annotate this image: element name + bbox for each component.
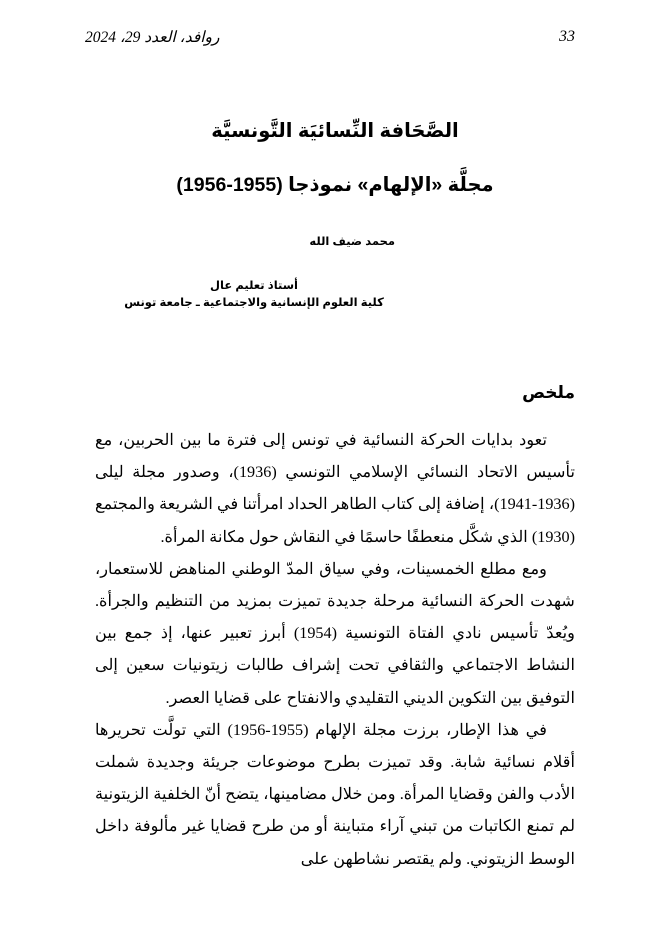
author-institution: كلية العلوم الإنسانية والاجتماعية ـ جامعة تونس (124, 296, 384, 309)
abstract-heading: ملخص (522, 383, 575, 402)
author-name: محمد ضيف الله (309, 236, 395, 248)
abstract-paragraph: تعود بدايات الحركة النسائية في تونس إلى فترة ما بين الحربين، مع تأسيس الاتحاد النسائي الإسلامي التونسي (1936)، وصدور مجلة ليلى (1936-1941)، إضافة إلى كتاب الطاهر الحداد امرأتنا في الشريعة والمجتمع (1930) الذي شكَّل منعطفًا حاسمًا في النقاش حول مكانة المرأة. (95, 431, 575, 546)
abstract-paragraph: في هذا الإطار، برزت مجلة الإلهام (1955-1956) التي تولَّت تحريرها أقلام نسائية شابة. وقد تميزت بطرح موضوعات جريئة وجديدة شملت الأدب والفن وقضايا المرأة. ومن خلال مضامينها، يتضح أنّ الخلفية الزيتونية لم تمنع الكاتبات من تبني آراء متباينة أو من طرح قضايا غير مألوفة داخل الوسط الزيتوني. ولم يقتصر نشاطهن على (95, 720, 575, 868)
author-block (95, 234, 395, 311)
running-header (0, 24, 670, 50)
abstract-body (95, 424, 575, 875)
page-number: 33 (559, 28, 575, 45)
journal-issue-line: روافد، العدد 29، 2024 (85, 28, 220, 46)
page-subtitle: مجلَّة «الإلهام» نموذجا (1955-1956) (176, 174, 494, 197)
abstract-paragraph: ومع مطلع الخمسينات، وفي سياق المدّ الوطني المناهض للاستعمار، شهدت الحركة النسائية مرحلة جديدة تميزت بمزيد من التنظيم والجرأة. ويُعدّ تأسيس نادي الفتاة التونسية (1954) أبرز تعبير عنها، إذ جمع بين النشاط الاجتماعي والثقافي تحت إشراف طالبات زيتونيات سعين إلى التوفيق بين التكوين الديني التقليدي والانفتاح على قضايا العصر. (95, 559, 575, 707)
title-block (95, 116, 575, 200)
author-affiliation (95, 278, 395, 311)
page-title: الصَّحَافة النِّسائيَة التَّونسيَّة (211, 120, 459, 142)
author-rank: أستاذ تعليم عال (210, 280, 298, 292)
